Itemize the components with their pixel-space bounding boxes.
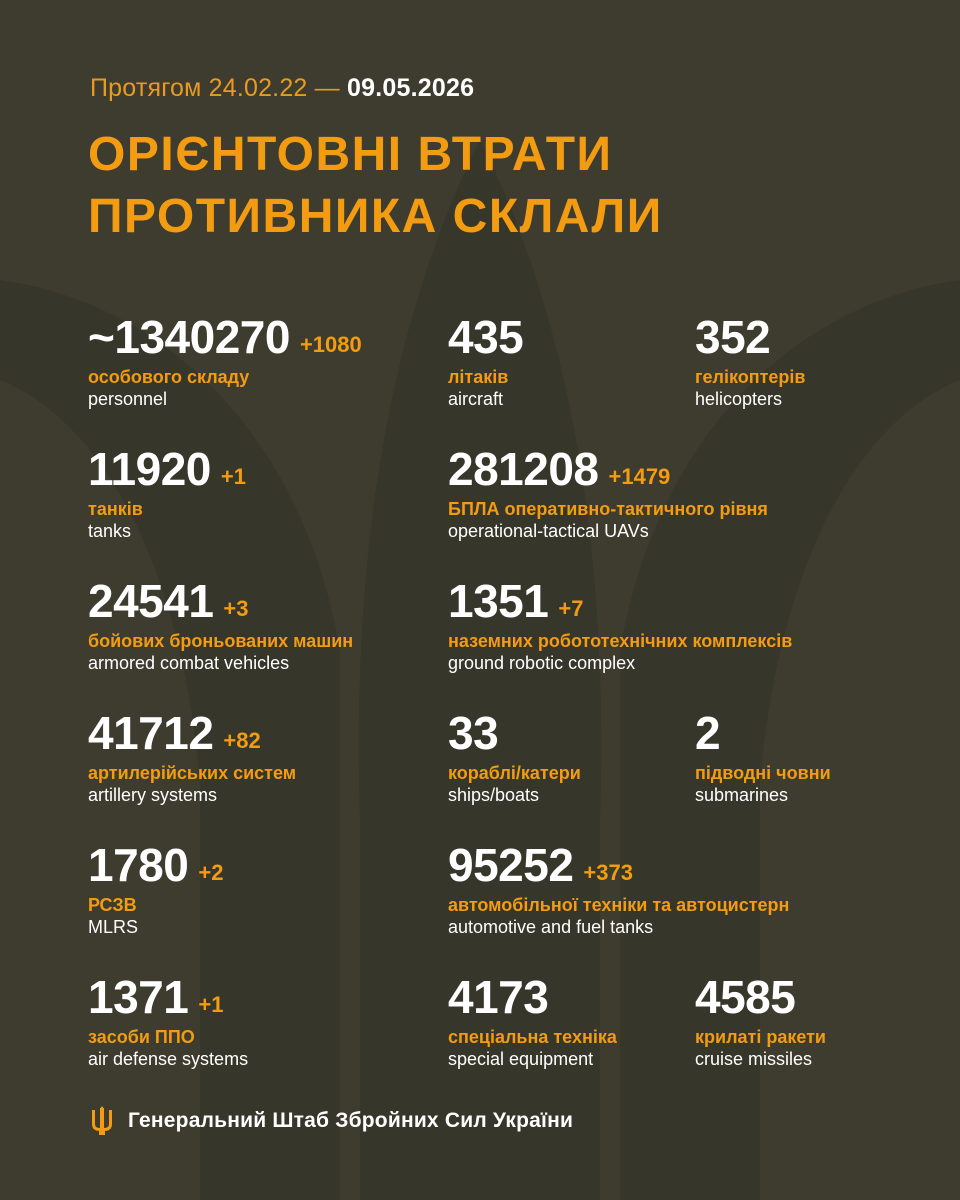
stat-label-ua: кораблі/катери [448, 763, 581, 783]
stat-delta: +82 [223, 728, 261, 753]
stat-delta: +1479 [608, 464, 671, 489]
stat-helicopters [695, 312, 805, 410]
stat-artillery [88, 708, 296, 806]
stat-label-ua: наземних робототехнічних комплексів [448, 631, 793, 651]
stat-value: 11920 [88, 443, 211, 495]
stat-label-en: artillery systems [88, 785, 218, 805]
title-line-1: ОРІЄНТОВНІ ВТРАТИ [88, 128, 613, 181]
stat-acv [88, 576, 353, 674]
date-to: 09.05.2026 [347, 74, 475, 102]
stat-label-ua: літаків [448, 367, 509, 387]
stat-label-en: ships/boats [448, 785, 540, 805]
stat-special-equipment [448, 972, 617, 1070]
stat-label-ua: спеціальна техніка [448, 1027, 617, 1047]
stat-delta: +3 [223, 596, 249, 621]
stat-tanks [88, 444, 246, 542]
stat-label-en: personnel [88, 389, 168, 409]
stat-label-en: special equipment [448, 1049, 594, 1069]
stat-label-ua: автомобільної техніки та автоцистерн [448, 895, 790, 915]
stat-label-ua: гелікоптерів [695, 367, 806, 387]
stat-label-en: automotive and fuel tanks [448, 917, 654, 937]
stat-value: 352 [695, 311, 771, 363]
date-range [90, 74, 474, 103]
stat-label-ua: крилаті ракети [695, 1027, 827, 1047]
stat-label-ua: РСЗВ [88, 895, 137, 915]
stat-ground-robotic [448, 576, 792, 674]
page-title [88, 124, 663, 248]
stat-uavs [448, 444, 768, 542]
stat-ships [448, 708, 581, 806]
stat-label-ua: підводні човни [695, 763, 831, 783]
stat-value: 281208 [448, 443, 599, 495]
stat-value: 41712 [88, 707, 214, 759]
stat-submarines [695, 708, 831, 806]
footer-text: Генеральний Штаб Збройних Сил України [128, 1109, 574, 1132]
stat-air-defense [88, 972, 248, 1070]
stat-label-en: ground robotic complex [448, 653, 636, 673]
stat-value: 1351 [448, 575, 549, 627]
stat-personnel [88, 312, 362, 410]
footer [90, 1106, 573, 1136]
stat-label-ua: танків [88, 499, 143, 519]
stat-value: 435 [448, 311, 524, 363]
stat-cruise-missiles [695, 972, 826, 1070]
stat-label-en: helicopters [695, 389, 783, 409]
stat-label-en: air defense systems [88, 1049, 249, 1069]
stat-delta: +1080 [299, 332, 362, 357]
stat-delta: +7 [558, 596, 584, 621]
stat-value: 1780 [88, 839, 189, 891]
stat-delta: +1 [198, 992, 224, 1017]
stat-label-ua: артилерійських систем [88, 763, 297, 783]
stat-vehicles [448, 840, 789, 938]
date-prefix: Протягом 24.02.22 — [90, 74, 340, 102]
stat-label-en: cruise missiles [695, 1049, 813, 1069]
title-line-2: ПРОТИВНИКА СКЛАЛИ [88, 190, 663, 243]
stat-value: 95252 [448, 839, 574, 891]
stat-value: 4173 [448, 971, 549, 1023]
stat-label-ua: засоби ППО [88, 1027, 195, 1047]
stat-value: 24541 [88, 575, 214, 627]
stat-delta: +2 [198, 860, 224, 885]
stat-label-ua: особового складу [88, 367, 250, 387]
stat-value: 4585 [695, 971, 796, 1023]
stat-label-en: armored combat vehicles [88, 653, 290, 673]
stat-aircraft [448, 312, 523, 410]
stat-mlrs [88, 840, 223, 938]
stat-label-en: operational-tactical UAVs [448, 521, 649, 541]
stat-value: 2 [695, 707, 721, 759]
stat-label-en: MLRS [88, 917, 139, 937]
stat-label-ua: бойових броньованих машин [88, 631, 354, 651]
trident-icon [90, 1106, 114, 1136]
stat-value: ~1340270 [88, 311, 290, 363]
stat-value: 33 [448, 707, 499, 759]
stat-label-en: submarines [695, 785, 789, 805]
stat-delta: +1 [220, 464, 246, 489]
stat-label-ua: БПЛА оперативно-тактичного рівня [448, 499, 768, 519]
stat-label-en: aircraft [448, 389, 504, 409]
stat-label-en: tanks [88, 521, 132, 541]
stat-delta: +373 [583, 860, 633, 885]
stat-value: 1371 [88, 971, 189, 1023]
